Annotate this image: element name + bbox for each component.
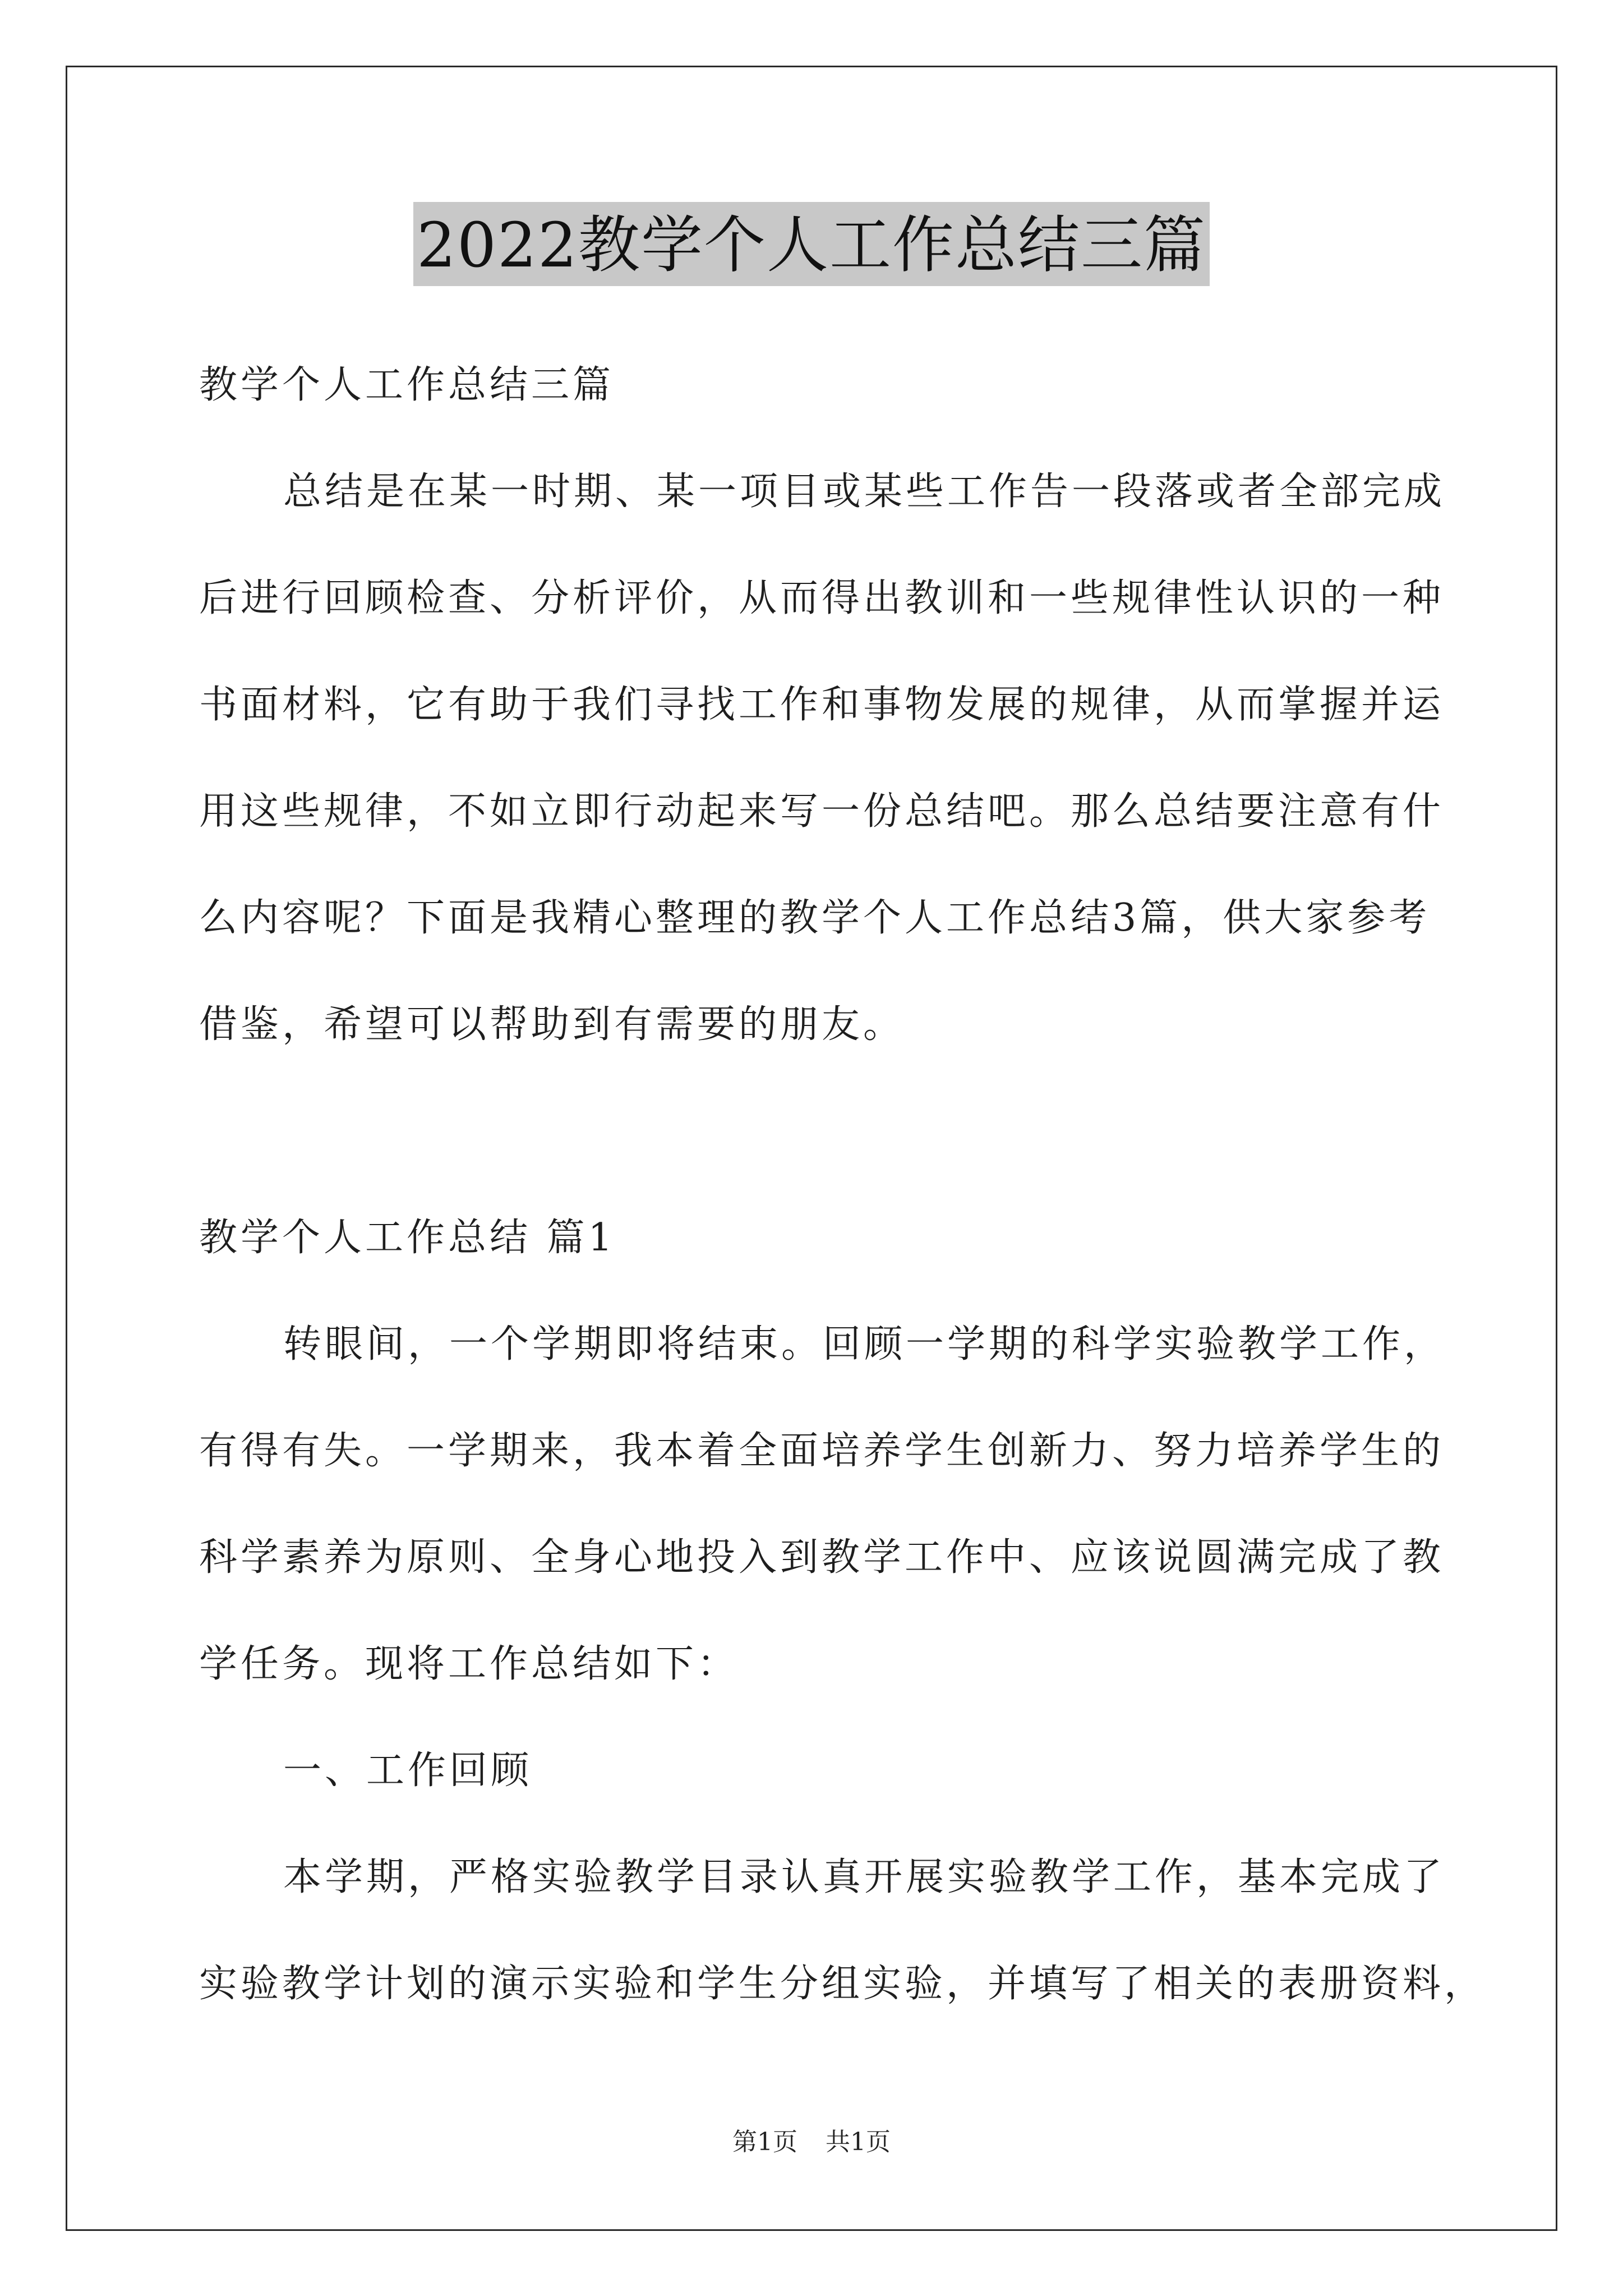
intro-line: 么内容呢？下面是我精心整理的教学个人工作总结3篇，供大家参考 <box>199 896 1431 940</box>
intro-line: 用这些规律，不如立即行动起来写一份总结吧。那么总结要注意有什 <box>199 789 1445 834</box>
subheading: 一、工作回顾 <box>283 1749 533 1793</box>
section-heading: 教学个人工作总结 篇1 <box>199 1216 616 1260</box>
page-number: 第1页 <box>732 2128 797 2156</box>
subtitle: 教学个人工作总结三篇 <box>199 363 615 407</box>
section-line: 有得有失。一学期来，我本着全面培养学生创新力、努力培养学生的 <box>199 1429 1445 1473</box>
page-total: 共1页 <box>826 2128 891 2156</box>
intro-line: 借鉴，希望可以帮助到有需要的朋友。 <box>199 1002 905 1047</box>
body-line: 本学期，严格实验教学目录认真开展实验教学工作，基本完成了 <box>283 1855 1446 1899</box>
intro-line: 总结是在某一时期、某一项目或某些工作告一段落或者全部完成 <box>283 470 1446 514</box>
body-line: 实验教学计划的演示实验和学生分组实验，并填写了相关的表册资料， <box>199 1962 1486 2006</box>
page-footer <box>0 2122 1623 2157</box>
intro-line: 后进行回顾检查、分析评价，从而得出教训和一些规律性认识的一种 <box>199 576 1445 620</box>
intro-line: 书面材料，它有助于我们寻找工作和事物发展的规律，从而掌握并运 <box>199 683 1445 727</box>
title-container <box>0 202 1623 286</box>
section-line: 学任务。现将工作总结如下： <box>199 1642 739 1686</box>
document-title: 2022教学个人工作总结三篇 <box>413 202 1210 286</box>
section-line: 科学素养为原则、全身心地投入到教学工作中、应该说圆满完成了教 <box>199 1535 1445 1580</box>
section-line: 转眼间，一个学期即将结束。回顾一学期的科学实验教学工作， <box>283 1322 1446 1366</box>
